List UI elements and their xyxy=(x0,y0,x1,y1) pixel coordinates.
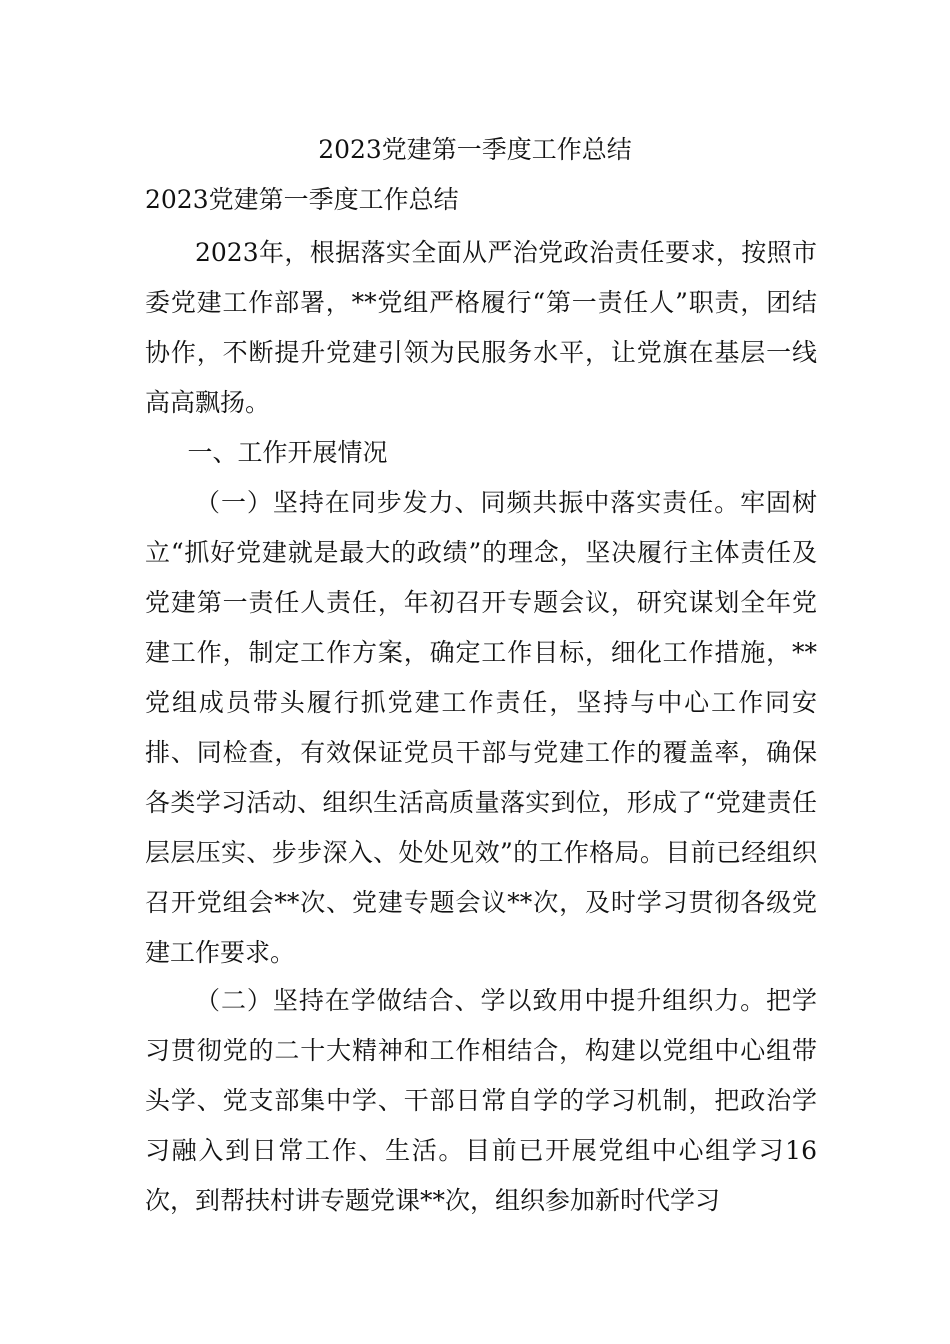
item-one-paragraph: （一）坚持在同步发力、同频共振中落实责任。牢固树立“抓好党建就是最大的政绩”的理念，坚决履行主体责任及党建第一责任人责任，年初召开专题会议，研究谋划全年党建工作，制定工作方案，确定工作目标，细化工作措施，**党组成员带头履行抓党建工作责任，坚持与中心工作同安排、同检查，有效保证党员干部与党建工作的覆盖率，确保各类学习活动、组织生活高质量落实到位，形成了“党建责任层层压实、步步深入、处处见效”的工作格局。目前已经组织召开党组会**次、党建专题会议**次，及时学习贯彻各级党建工作要求。 xyxy=(145,488,817,967)
document-title: 2023党建第一季度工作总结 xyxy=(318,135,632,164)
item-two-paragraph: （二）坚持在学做结合、学以致用中提升组织力。把学习贯彻党的二十大精神和工作相结合，构建以党组中心组带头学、党支部集中学、干部日常自学的学习机制，把政治学习融入到日常工作、生活。目前已开展党组中心组学习16次，到帮扶村讲专题党课**次，组织参加新时代学习 xyxy=(145,986,817,1215)
intro-paragraph: 2023年，根据落实全面从严治党政治责任要求，按照市委党建工作部署，**党组严格履行“第一责任人”职责，团结协作，不断提升党建引领为民服务水平，让党旗在基层一线高高飘扬。 xyxy=(145,238,817,417)
section-heading: 一、工作开展情况 xyxy=(187,438,388,467)
document-subtitle: 2023党建第一季度工作总结 xyxy=(145,185,459,214)
